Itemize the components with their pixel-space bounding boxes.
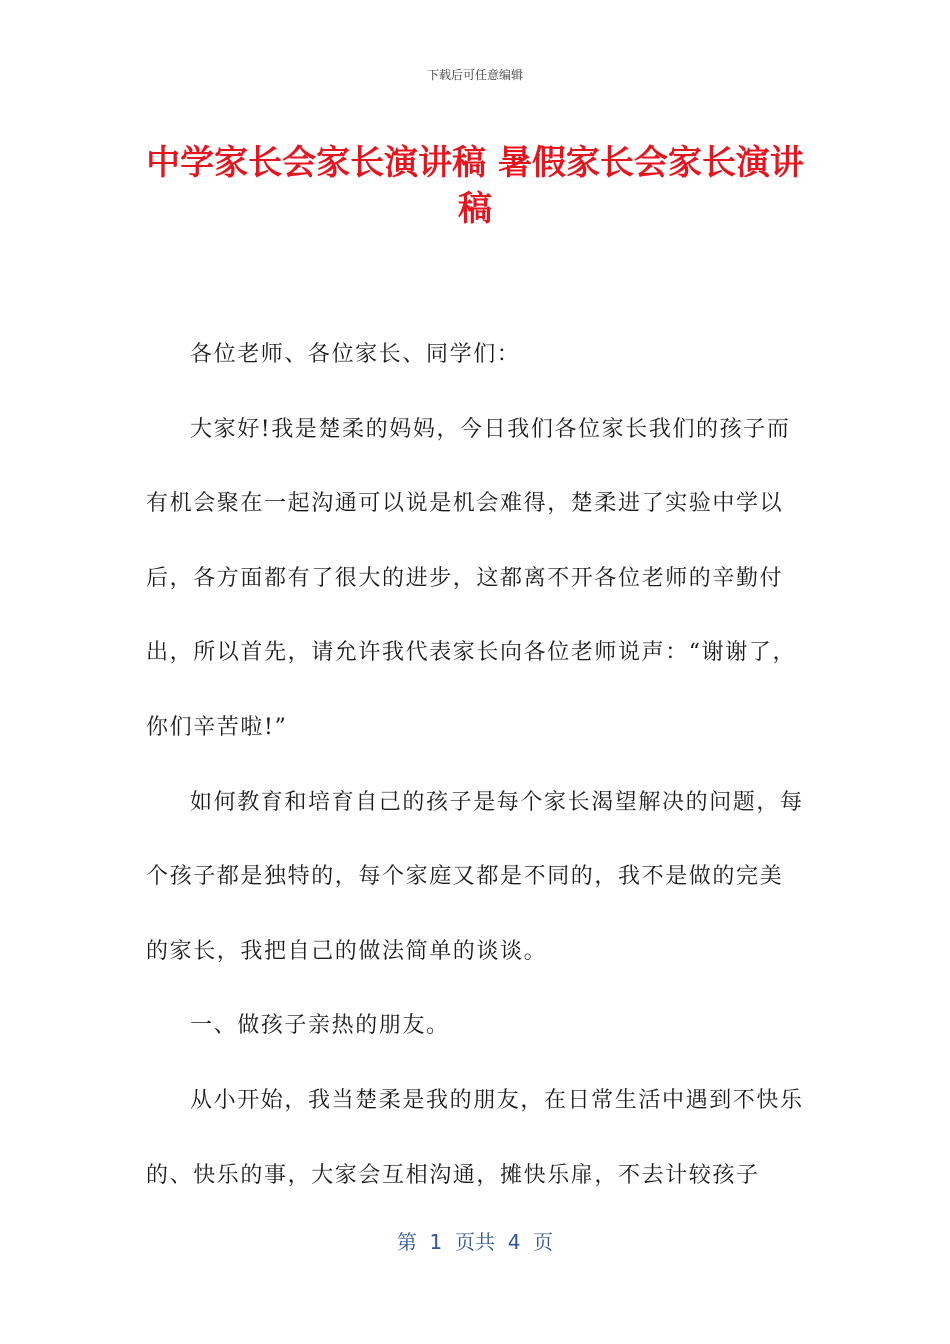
section-heading-1: 一、做孩子亲热的朋友。 (190, 1013, 450, 1039)
page-number-label: 第 1 页共 4 页 (396, 1230, 554, 1254)
paragraph-greeting: 各位老师、各位家长、同学们： (190, 342, 521, 367)
paragraph-question: 如何教育和培育自己的孩子是每个家长渴望解决的问题，每个孩子都是独特的，每个家庭又都是不同的，我不是做的完美的家长，我把自己的做法简单的谈谈。 (146, 789, 804, 964)
header-note: 下载后可任意编辑 (426, 68, 523, 82)
document-body (146, 318, 806, 1213)
paragraph-friend: 从小开始，我当楚柔是我的朋友，在日常生活中遇到不快乐的、快乐的事，大家会互相沟通，摊快乐扉，不去计较孩子 (146, 1087, 804, 1188)
document-title: 中学家长会家长演讲稿 暑假家长会家长演讲稿 (146, 143, 804, 229)
paragraph-intro: 大家好!我是楚柔的妈妈，今日我们各位家长我们的孩子而有机会聚在一起沟通可以说是机会难得，楚柔进了实验中学以后，各方面都有了很大的进步，这都离不开各位老师的辛勤付出，所以首先，请允许我代表家长向各位老师说声：“谢谢了，你们辛苦啦!” (146, 416, 797, 740)
page-footer (0, 1226, 950, 1255)
